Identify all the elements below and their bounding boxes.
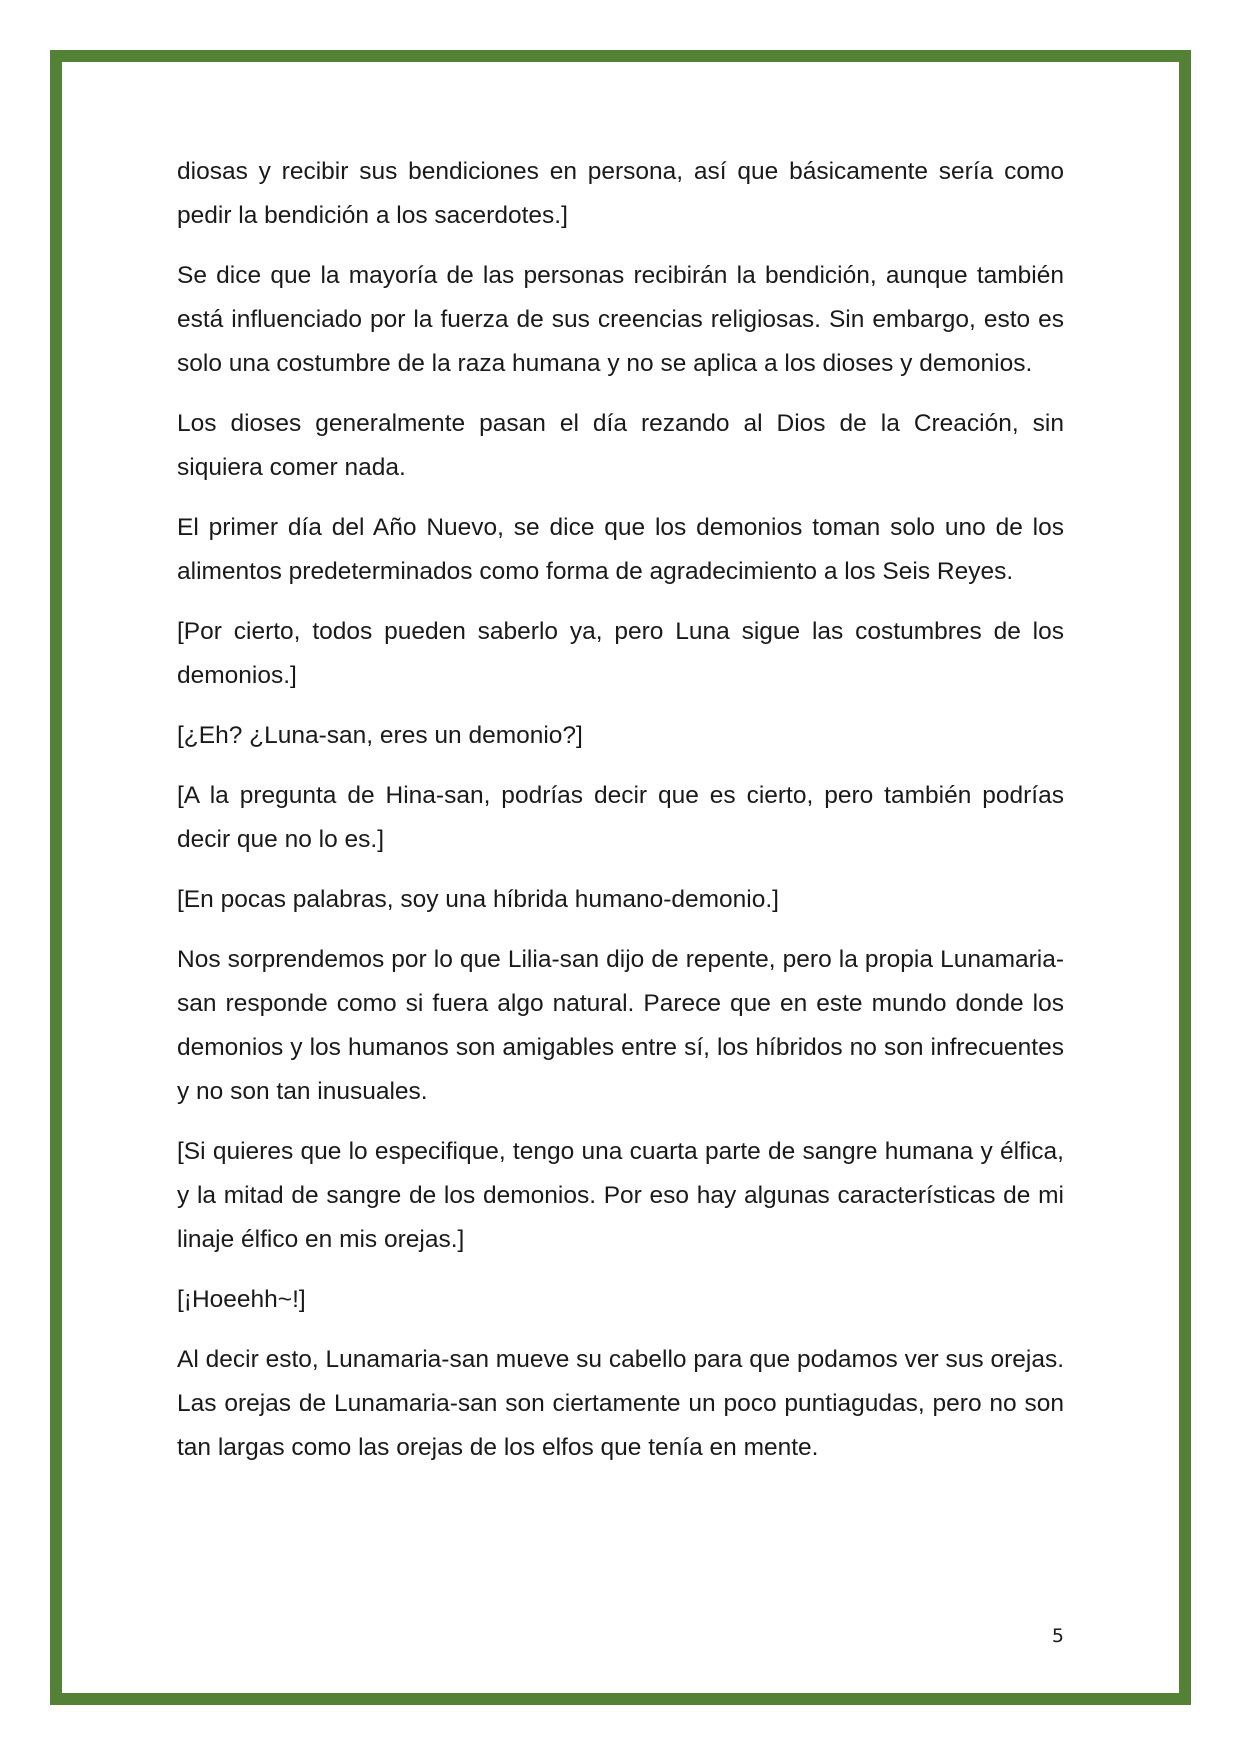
paragraph: Al decir esto, Lunamaria-san mueve su cabello para que podamos ver sus orejas. Las orejas de Lunamaria-san son ciertamente un poco puntiagudas, pero no son tan largas como las orejas de los elfos que tenía en mente.: [177, 1346, 1064, 1461]
paragraph: El primer día del Año Nuevo, se dice que los demonios toman solo uno de los alimentos predeterminados como forma de agradecimiento a los Seis Reyes.: [177, 514, 1064, 585]
paragraph: [Si quieres que lo especifique, tengo una cuarta parte de sangre humana y élfica, y la mitad de sangre de los demonios. Por eso hay algunas características de mi linaje élfico en mis orejas.]: [177, 1138, 1064, 1253]
paragraph: [En pocas palabras, soy una híbrida humano-demonio.]: [177, 886, 779, 913]
page-number: 5: [1051, 1625, 1064, 1647]
paragraph: Los dioses generalmente pasan el día rezando al Dios de la Creación, sin siquiera comer nada.: [177, 410, 1064, 481]
paragraph: Nos sorprendemos por lo que Lilia-san dijo de repente, pero la propia Lunamaria-san responde como si fuera algo natural. Parece que en este mundo donde los demonios y los humanos son amigables entre sí, los híbridos no son infrecuentes y no son tan inusuales.: [177, 946, 1064, 1105]
paragraph: [A la pregunta de Hina-san, podrías decir que es cierto, pero también podrías decir que no lo es.]: [177, 782, 1064, 853]
document-body: [177, 150, 1064, 1486]
paragraph: [¿Eh? ¿Luna-san, eres un demonio?]: [177, 722, 583, 749]
paragraph: [Por cierto, todos pueden saberlo ya, pero Luna sigue las costumbres de los demonios.]: [177, 618, 1064, 689]
paragraph: Se dice que la mayoría de las personas recibirán la bendición, aunque también está influenciado por la fuerza de sus creencias religiosas. Sin embargo, esto es solo una costumbre de la raza humana y no se aplica a los dioses y demonios.: [177, 262, 1064, 377]
paragraph: [¡Hoeehh~!]: [177, 1286, 306, 1313]
paragraph: diosas y recibir sus bendiciones en persona, así que básicamente sería como pedir la bendición a los sacerdotes.]: [177, 158, 1064, 229]
